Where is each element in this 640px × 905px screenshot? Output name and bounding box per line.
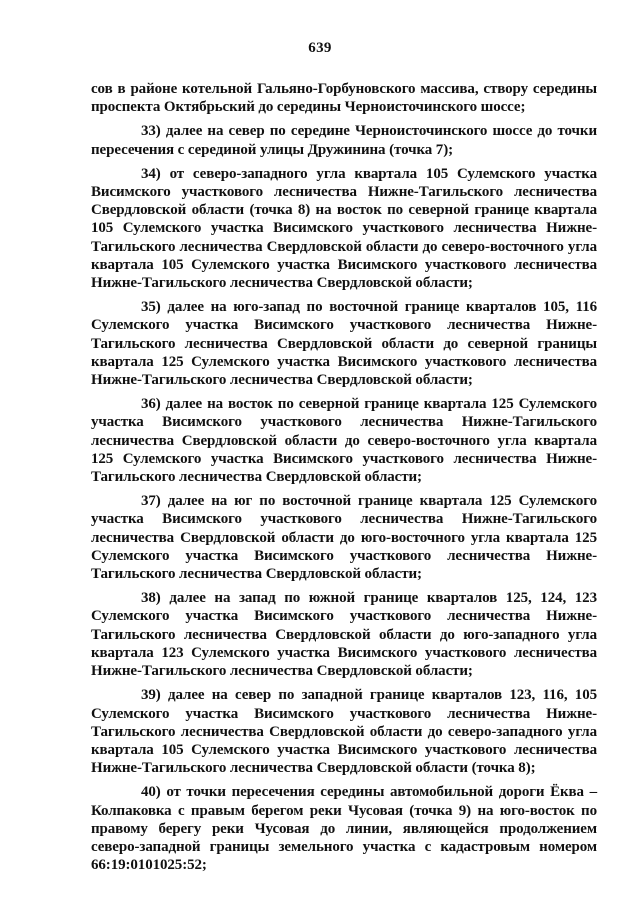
page-number: 639 <box>308 40 332 56</box>
document-body <box>91 80 597 880</box>
paragraph-item-33: 33) далее на север по середине Черноисточинского шоссе до точки пересечения с серединой улицы Дружинина (точка 7); <box>91 123 597 158</box>
paragraph-item-40: 40) от точки пересечения середины автомобильной дороги Ёква – Колпаковка с правым берегом реки Чусовая (точка 9) на юго-восток по правому берегу реки Чусовая до линии, являющейся продолжением северо-западной границы земельного участка с кадастровым номером 66:19:0101025:52; <box>91 784 597 874</box>
paragraph-item-39: 39) далее на север по западной границе кварталов 123, 116, 105 Сулемского участка Висимского участкового лесничества Нижне-Тагильского лесничества Свердловской области до северо-западного угла квартала 105 Сулемского участка Висимского участкового лесничества Нижне-Тагильского лесничества Свердловской области (точка 8); <box>91 687 597 777</box>
paragraph-item-37: 37) далее на юг по восточной границе квартала 125 Сулемского участка Висимского участкового лесничества Нижне-Тагильского лесничества Свердловской области до юго-восточного угла квартала 125 Сулемского участка Висимского участкового лесничества Нижне-Тагильского лесничества Свердловской области; <box>91 493 597 583</box>
paragraph-item-35: 35) далее на юго-запад по восточной границе кварталов 105, 116 Сулемского участка Висимского участкового лесничества Нижне-Тагильского лесничества Свердловской области до северной границы квартала 125 Сулемского участка Висимского участкового лесничества Нижне-Тагильского лесничества Свердловской области; <box>91 299 597 389</box>
paragraph-continuation: сов в районе котельной Гальяно-Горбуновского массива, створу середины проспекта Октябрьский до середины Черноисточинского шоссе; <box>91 81 597 116</box>
paragraph-item-38: 38) далее на запад по южной границе кварталов 125, 124, 123 Сулемского участка Висимского участкового лесничества Нижне-Тагильского лесничества Свердловской области до юго-западного угла квартала 123 Сулемского участка Висимского участкового лесничества Нижне-Тагильского лесничества Свердловской области; <box>91 590 597 680</box>
paragraph-item-34: 34) от северо-западного угла квартала 105 Сулемского участка Висимского участкового лесничества Нижне-Тагильского лесничества Свердловской области (точка 8) на восток по северной границе квартала 105 Сулемского участка Висимского участкового лесничества Нижне-Тагильского лесничества Свердловской области до северо-восточного угла квартала 105 Сулемского участка Висимского участкового лесничества Нижне-Тагильского лесничества Свердловской области; <box>91 165 597 292</box>
paragraph-item-36: 36) далее на восток по северной границе квартала 125 Сулемского участка Висимского участкового лесничества Нижне-Тагильского лесничества Свердловской области до северо-восточного угла квартала 125 Сулемского участка Висимского участкового лесничества Нижне-Тагильского лесничества Свердловской области; <box>91 396 597 486</box>
